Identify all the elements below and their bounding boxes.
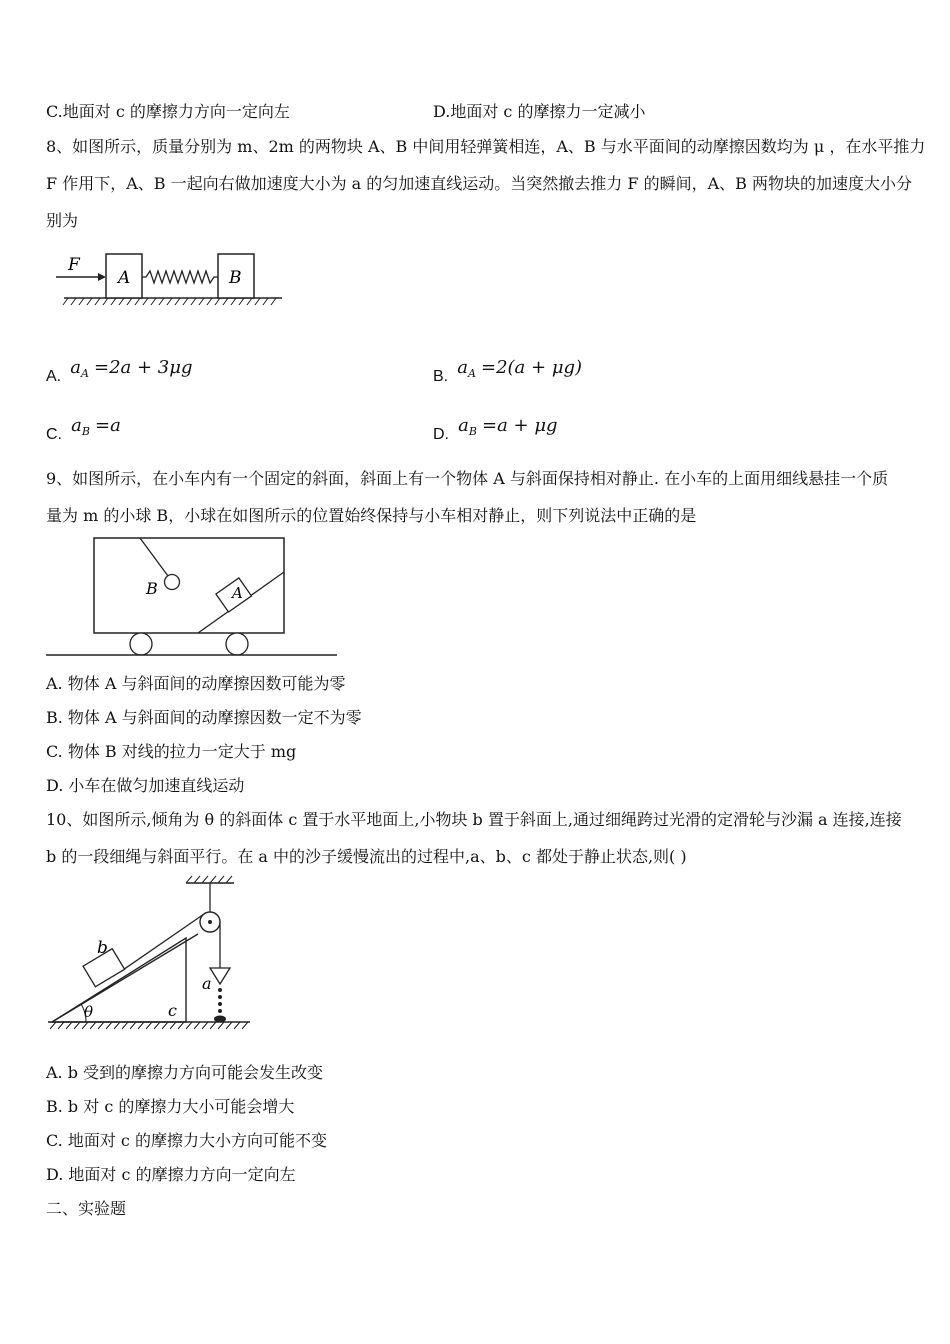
q9-ball — [165, 575, 180, 590]
q10-incline-pulley-figure — [46, 876, 256, 1034]
q9-stem-line-1: 9、如图所示，在小车内有一个固定的斜面，斜面上有一个物体 A 与斜面保持相对静止. 在小车的上面用细线悬挂一个质 — [46, 469, 889, 488]
q10-funnel-a — [210, 968, 230, 984]
q9-cart-body — [94, 538, 284, 633]
q10-option-c: C. 地面对 c 的摩擦力大小方向可能不变 — [46, 1131, 327, 1150]
q9-option-b: B. 物体 A 与斜面间的动摩擦因数一定不为零 — [46, 708, 362, 727]
q8-spring-blocks-figure — [50, 250, 290, 310]
q9-option-a: A. 物体 A 与斜面间的动摩擦因数可能为零 — [46, 674, 346, 693]
q8-block-b-label: B — [229, 268, 242, 288]
q10-block-label: b — [97, 938, 108, 958]
q10-option-d: D. 地面对 c 的摩擦力方向一定向左 — [46, 1165, 296, 1184]
q7-option-d: D.地面对 c 的摩擦力一定减小 — [433, 102, 646, 121]
q10-angle-label: θ — [84, 1003, 94, 1021]
q10-funnel-label: a — [202, 974, 212, 993]
q10-stem-line-2: b 的一段细绳与斜面平行。在 a 中的沙子缓慢流出的过程中,a、b、c 都处于静止状态,则( ) — [46, 847, 687, 866]
q8-option-b: B. $a_A =2(a + \mu g)$ — [433, 357, 583, 385]
q10-stem-line-1: 10、如图所示,倾角为 θ 的斜面体 c 置于水平地面上,小物块 b 置于斜面上,通过细绳跨过光滑的定滑轮与沙漏 a 连接,连接 — [46, 810, 902, 829]
q9-block-a-label: A — [232, 584, 243, 602]
q8-stem-line-1: 8、如图所示，质量分别为 m、2m 的两物块 A、B 中间用轻弹簧相连，A、B 与水平面间的动摩擦因数均为 μ ，在水平推力 — [46, 137, 926, 156]
q8-stem-line-2: F 作用下，A、B 一起向右做加速度大小为 a 的匀加速直线运动。当突然撤去推力 F 的瞬间，A、B 两物块的加速度大小分 — [46, 174, 912, 193]
q8-option-d: D. $a_B =a + \mu g$ — [433, 415, 558, 443]
q9-wheel-right — [226, 633, 248, 655]
q7-option-c: C.地面对 c 的摩擦力方向一定向左 — [46, 102, 290, 121]
q10-option-a: A. b 受到的摩擦力方向可能会发生改变 — [46, 1063, 324, 1082]
q9-option-d: D. 小车在做匀加速直线运动 — [46, 776, 245, 795]
q9-wheel-left — [130, 633, 152, 655]
q8-option-a: A. $a_A =2a + 3\mu g$ — [46, 357, 193, 385]
q10-option-b: B. b 对 c 的摩擦力大小可能会增大 — [46, 1097, 295, 1116]
q8-force-label: F — [68, 255, 80, 275]
q9-cart-figure — [46, 536, 338, 660]
q8-stem-line-3: 别为 — [46, 211, 79, 230]
q9-ball-label: B — [146, 579, 158, 598]
q10-wedge-label: c — [168, 1001, 177, 1020]
section-heading: 二、实验题 — [46, 1199, 127, 1218]
q8-option-c: C. $a_B =a$ — [46, 415, 121, 443]
q9-stem-line-2: 量为 m 的小球 B，小球在如图所示的位置始终保持与小车相对静止，则下列说法中正确的是 — [46, 506, 697, 525]
q9-option-c: C. 物体 B 对线的拉力一定大于 mg — [46, 742, 297, 761]
q8-block-a-label: A — [118, 268, 131, 288]
q8-spring — [142, 271, 218, 283]
